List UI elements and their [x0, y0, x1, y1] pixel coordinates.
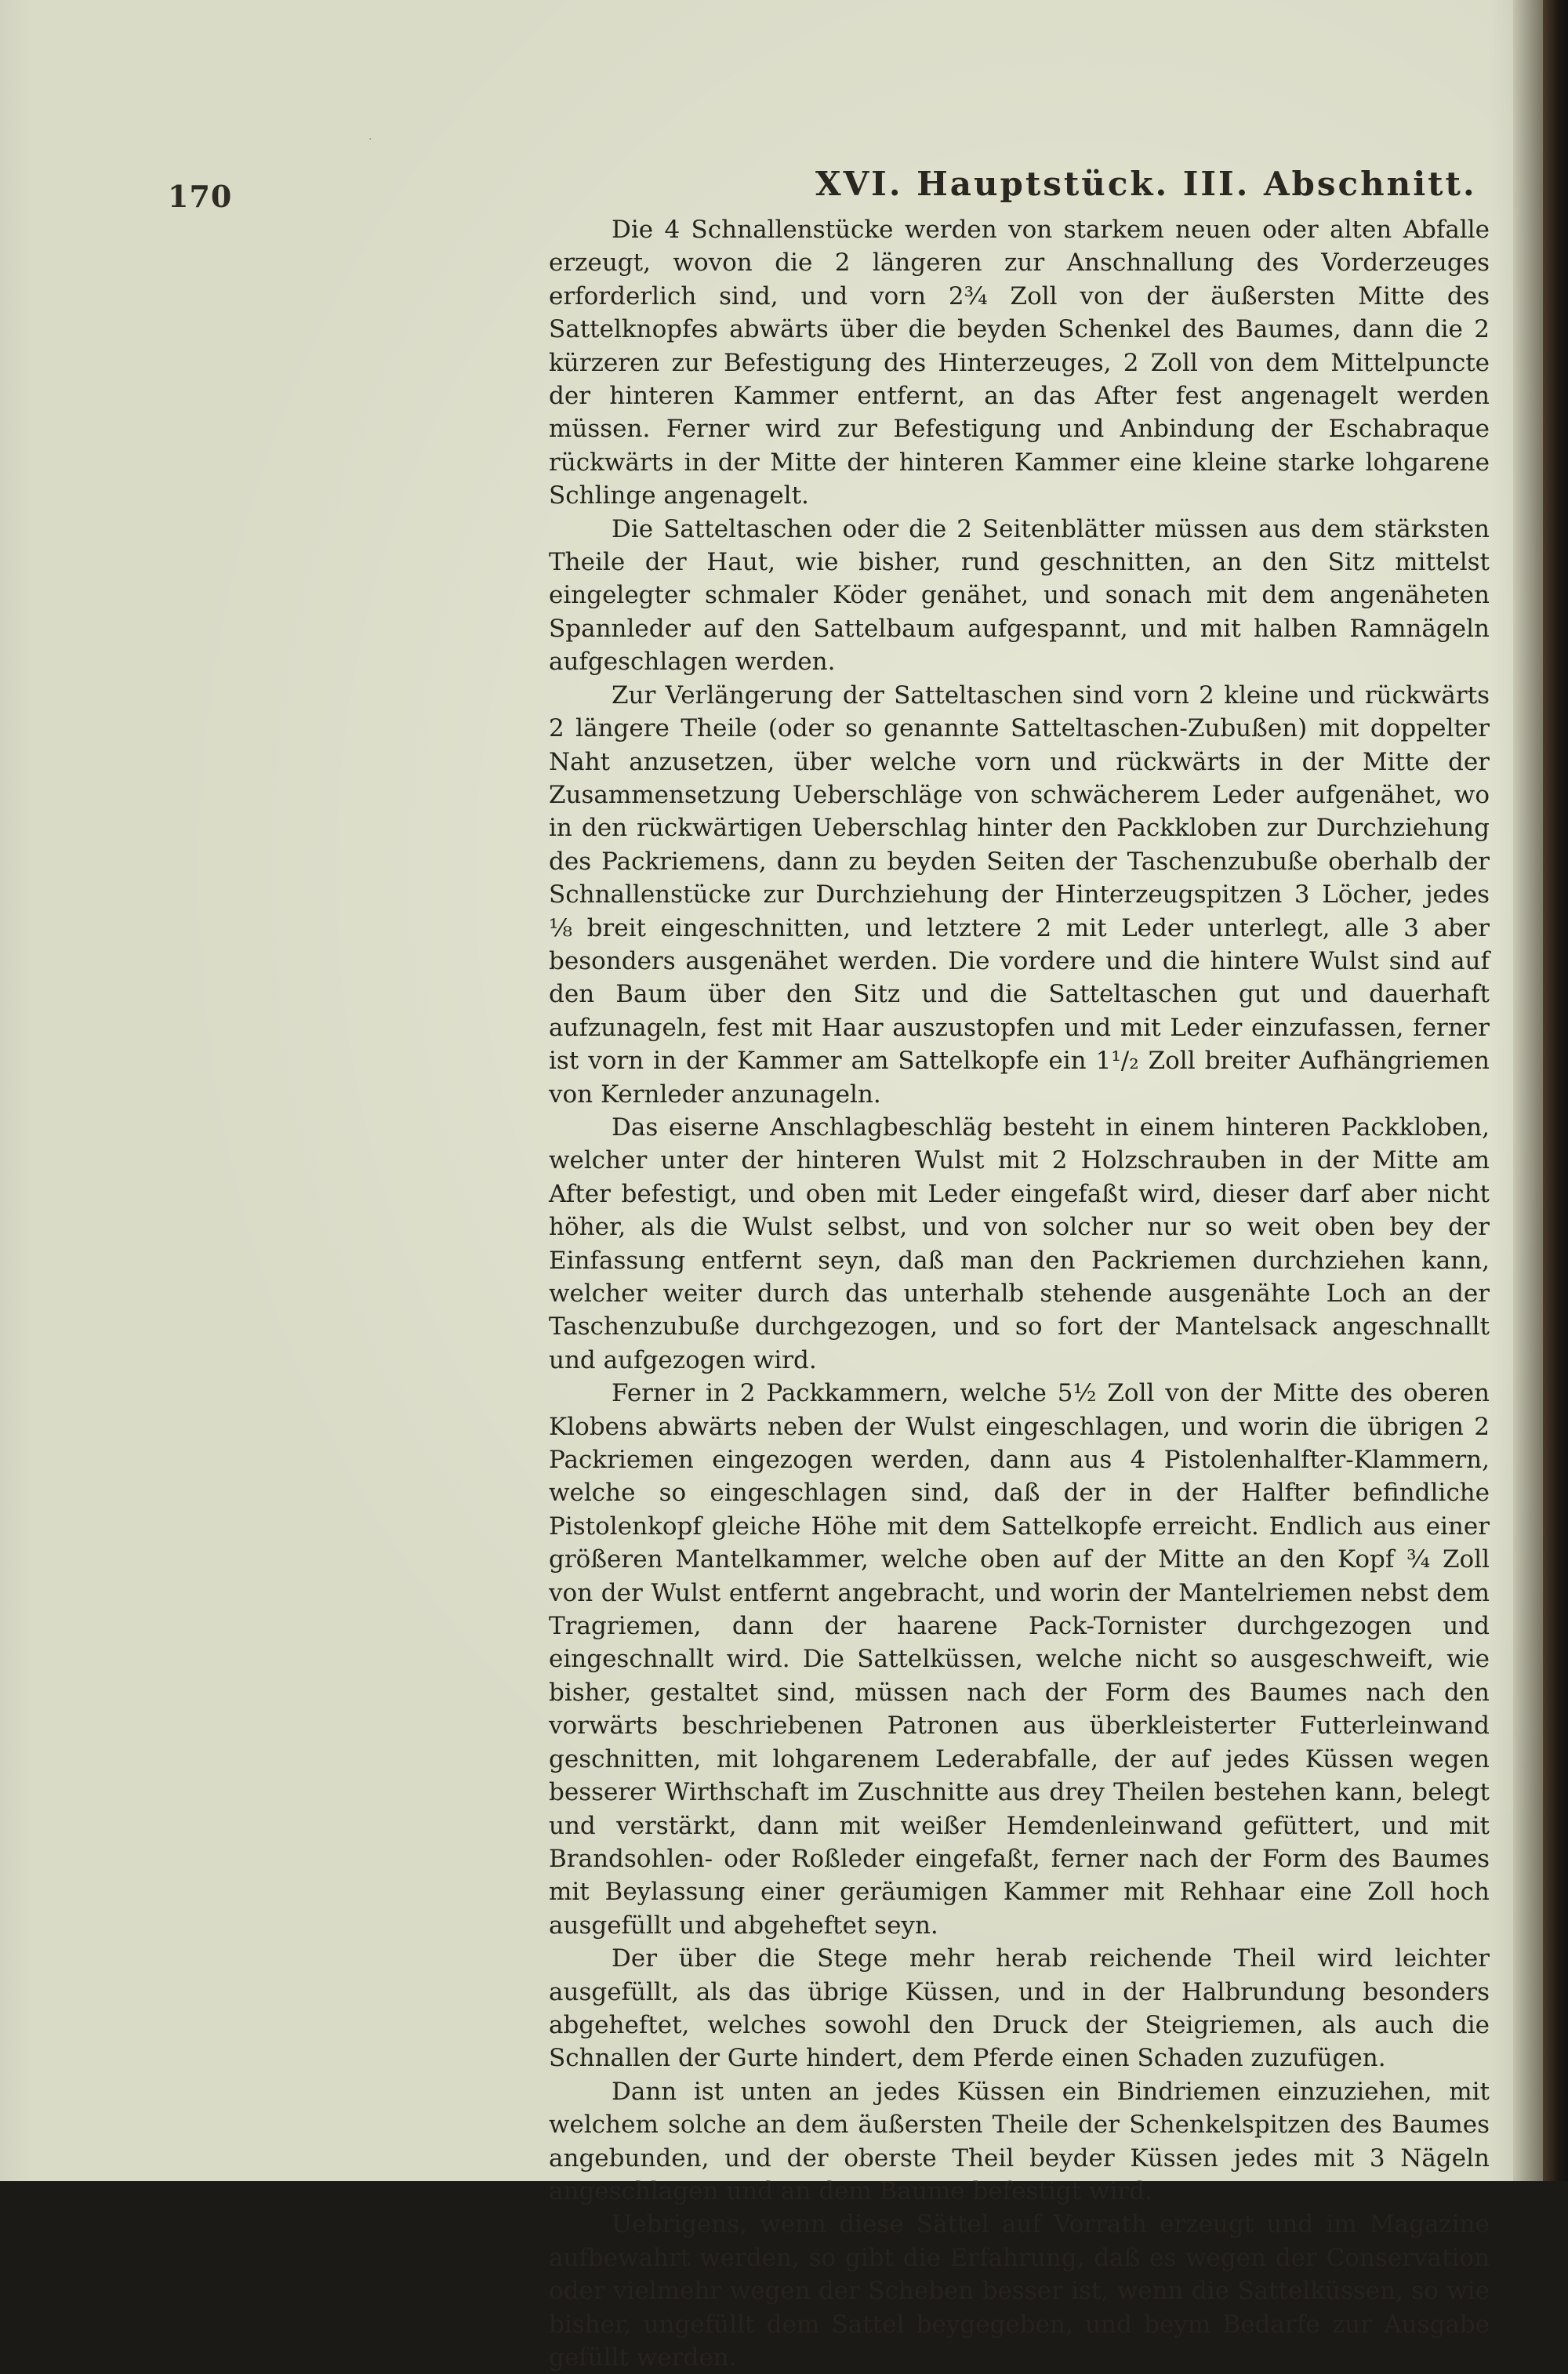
book-spine [1543, 0, 1568, 2181]
running-title: XVI. Hauptstück. III. Abschnitt. [815, 165, 1477, 203]
paragraph-stege: Der über die Stege mehr herab reichende Theil wird leichter ausgefüllt, als das übrige Küssen, und in der Halbrundung besonders abgeheftet, welches sowohl den Druck der Steigriemen, als auch die Schnallen der Gurte hindert, dem Pferde einen Schaden zuzufügen. [549, 1944, 1490, 2073]
paragraph-bindriemen: Dann ist unten an jedes Küssen ein Bindriemen einzuziehen, mit welchem solche an dem äußersten Theile der Schenkelspitzen des Baumes angebunden, und der oberste Theil beyder Küssen jedes mit 3 Nägeln angeschlagen und an dem Baume befestigt wird. [549, 2077, 1490, 2205]
paragraph-schnallenstuecke: Die 4 Schnallenstücke werden von starkem neuen oder alten Abfalle erzeugt, wovon die 2 längeren zur Anschnallung des Vorderzeuges erforderlich sind, und vorn 2¾ Zoll von der äußersten Mitte des Sattelknopfes abwärts über die beyden Schenkel des Baumes, dann die 2 kürzeren zur Befestigung des Hinterzeuges, 2 Zoll von dem Mittelpuncte der hinteren Kammer entfernt, an das After fest angenagelt werden müssen. Ferner wird zur Befestigung und Anbindung der Eschabraque rückwärts in der Mitte der hinteren Kammer eine kleine starke lohgarene Schlinge angenagelt. [549, 216, 1490, 510]
page-number: 170 [168, 179, 233, 214]
margin-speck: · [368, 133, 372, 146]
paragraph-uebrigens: Uebrigens, wenn diese Sättel auf Vorrath erzeugt und im Magazine aufbewahrt werden, so gibt die Erfahrung, daß es wegen der Conservation oder vielmehr wegen der Scheben besser ist, wenn die Sattelküssen, so wie bisher, ungefüllt dem Sattel beygegeben, und beym Bedarfe zur Ausgabe gefüllt werden. [549, 2210, 1490, 2372]
page-fold-shadow [1513, 0, 1543, 2181]
paragraph-verlaengerung: Zur Verlängerung der Satteltaschen sind vorn 2 kleine und rückwärts 2 längere Theile (oder so genannte Satteltaschen-Zubußen) mit doppelter Naht anzusetzen, über welche vorn und rückwärts in der Mitte der Zusammensetzung Ueberschläge von schwächerem Leder aufgenähet, wo in den rückwärtigen Ueberschlag hinter den Packkloben zur Durchziehung des Packriemens, dann zu beyden Seiten der Taschenzubuße oberhalb der Schnallenstücke zur Durchziehung der Hinterzeugspitzen 3 Löcher, jedes ⅛ breit eingeschnitten, und letztere 2 mit Leder unterlegt, alle 3 aber besonders ausgenähet werden. Die vordere und die hintere Wulst sind auf den Baum über den Sitz und die Satteltaschen gut und dauerhaft aufzunageln, fest mit Haar auszustopfen und mit Leder einzufassen, ferner ist vorn in der Kammer am Sattelkopfe ein 1¹/₂ Zoll breiter Aufhängriemen von Kernleder anzunageln. [549, 681, 1490, 1109]
paragraph-satteltaschen: Die Satteltaschen oder die 2 Seitenblätter müssen aus dem stärksten Theile der Haut, wie bisher, rund geschnitten, an den Sitz mittelst eingelegter schmaler Köder genähet, und sonach mit dem angenäheten Spannleder auf den Sattelbaum aufgespannt, und mit halben Ramnägeln aufgeschlagen werden. [549, 514, 1490, 677]
paragraph-packkammern: Ferner in 2 Packkammern, welche 5½ Zoll von der Mitte des oberen Klobens abwärts neben der Wulst eingeschlagen, und worin die übrigen 2 Packriemen eingezogen werden, dann aus 4 Pistolenhalfter-Klammern, welche so eingeschlagen sind, daß der in der Halfter befindliche Pistolenkopf gleiche Höhe mit dem Sattelkopfe erreicht. Endlich aus einer größeren Mantelkammer, welche oben auf der Mitte an den Kopf ¾ Zoll von der Wulst entfernt angebracht, und worin der Mantelriemen nebst dem Tragriemen, dann der haarene Pack-Tornister durchgezogen und eingeschnallt wird. Die Sattelküssen, welche nicht so ausgeschweift, wie bisher, gestaltet sind, müssen nach der Form des Baumes nach den vorwärts beschriebenen Patronen aus überkleisterter Futterleinwand geschnitten, mit lohgarenem Lederabfalle, der auf jedes Küssen wegen besserer Wirthschaft im Zuschnitte aus drey Theilen bestehen kann, belegt und verstärkt, dann mit weißer Hemdenleinwand gefüttert, und mit Brandsohlen- oder Roßleder eingefaßt, ferner nach der Form des Baumes mit Beylassung einer geräumigen Kammer mit Rehhaar eine Zoll hoch ausgefüllt und abgeheftet seyn. [549, 1379, 1490, 1940]
paragraph-anschlagbeschlaeg: Das eiserne Anschlagbeschläg besteht in einem hinteren Packkloben, welcher unter der hinteren Wulst mit 2 Holzschrauben in der Mitte am After befestigt, und oben mit Leder eingefaßt wird, dieser darf aber nicht höher, als die Wulst selbst, und von solcher nur so weit oben bey der Einfassung entfernt seyn, daß man den Packriemen durchziehen kann, welcher weiter durch das unterhalb stehende ausgenähte Loch an der Taschenzubuße durchgezogen, und so fort der Mantelsack angeschnallt und aufgezogen wird. [549, 1113, 1490, 1374]
body-text [549, 213, 1490, 2374]
